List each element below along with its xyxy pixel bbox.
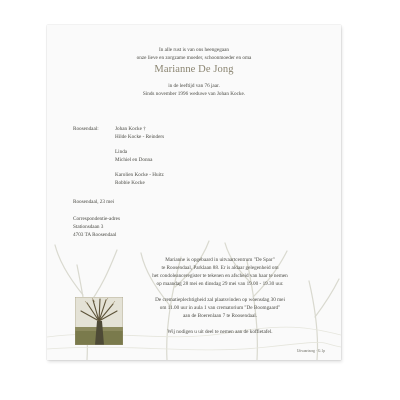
announcement-line: het condoleanceregister te tekenen en afscheid van haar te nemen bbox=[152, 273, 288, 279]
family-place-label: Roosendaal: bbox=[73, 126, 99, 132]
correspondence-postal: 4703 TA Roosendaal bbox=[73, 232, 117, 238]
family-member: Johan Kocke † bbox=[115, 126, 146, 132]
life-detail-age: in de leeftijd van 76 jaar. bbox=[168, 83, 220, 89]
life-detail-widow: Sinds november 1996 weduwe van Johan Kocke. bbox=[142, 91, 246, 97]
family-member: Michiel en Donna bbox=[115, 157, 153, 163]
correspondence-heading: Correspondentie-adres bbox=[73, 216, 120, 222]
coffee-invitation: Wij nodigen u uit deel te nemen aan de koffietafel. bbox=[167, 329, 273, 335]
announcement-line: te Roosendaal, Parklaan 88. Er is aldaar gelegenheid om bbox=[161, 265, 279, 271]
ceremony-line: De crematieplechtigheid zal plaatsvinden op woensdag 30 mei bbox=[155, 297, 285, 303]
willow-tree-photo bbox=[75, 297, 123, 345]
opening-line-1: In alle rust is van ons heengegaan bbox=[158, 47, 229, 53]
family-member: Linda bbox=[115, 149, 128, 155]
family-member: Hilde Kocke - Reinders bbox=[115, 134, 165, 140]
deceased-name: Marianne De Jong bbox=[154, 64, 234, 75]
opening-line-2: onze lieve en zorgzame moeder, schoonmoeder en oma bbox=[136, 55, 252, 61]
printer-credit: Uitvaartzorg · G.1p bbox=[296, 349, 325, 353]
mourning-card bbox=[47, 25, 341, 360]
place-date: Roosendaal, 23 mei bbox=[73, 199, 115, 205]
family-member: Robbie Kocke bbox=[115, 180, 145, 186]
ceremony-line: om 11.00 uur in aula 1 van crematorium "De Boomgaard" bbox=[159, 305, 281, 311]
correspondence-street: Stationsdaan 3 bbox=[73, 224, 104, 230]
announcement-line: op maandag 28 mei en dinsdag 29 mei van 19.00 - 19.30 uur. bbox=[156, 281, 284, 287]
ceremony-line: aan de Boerenlaan 7 te Roosendaal. bbox=[182, 313, 258, 319]
announcement-line: Marianne is opgebaard in uitvaartcentrum "De Spar" bbox=[165, 257, 275, 263]
family-member: Karolien Kocke - Huitz bbox=[115, 172, 164, 178]
